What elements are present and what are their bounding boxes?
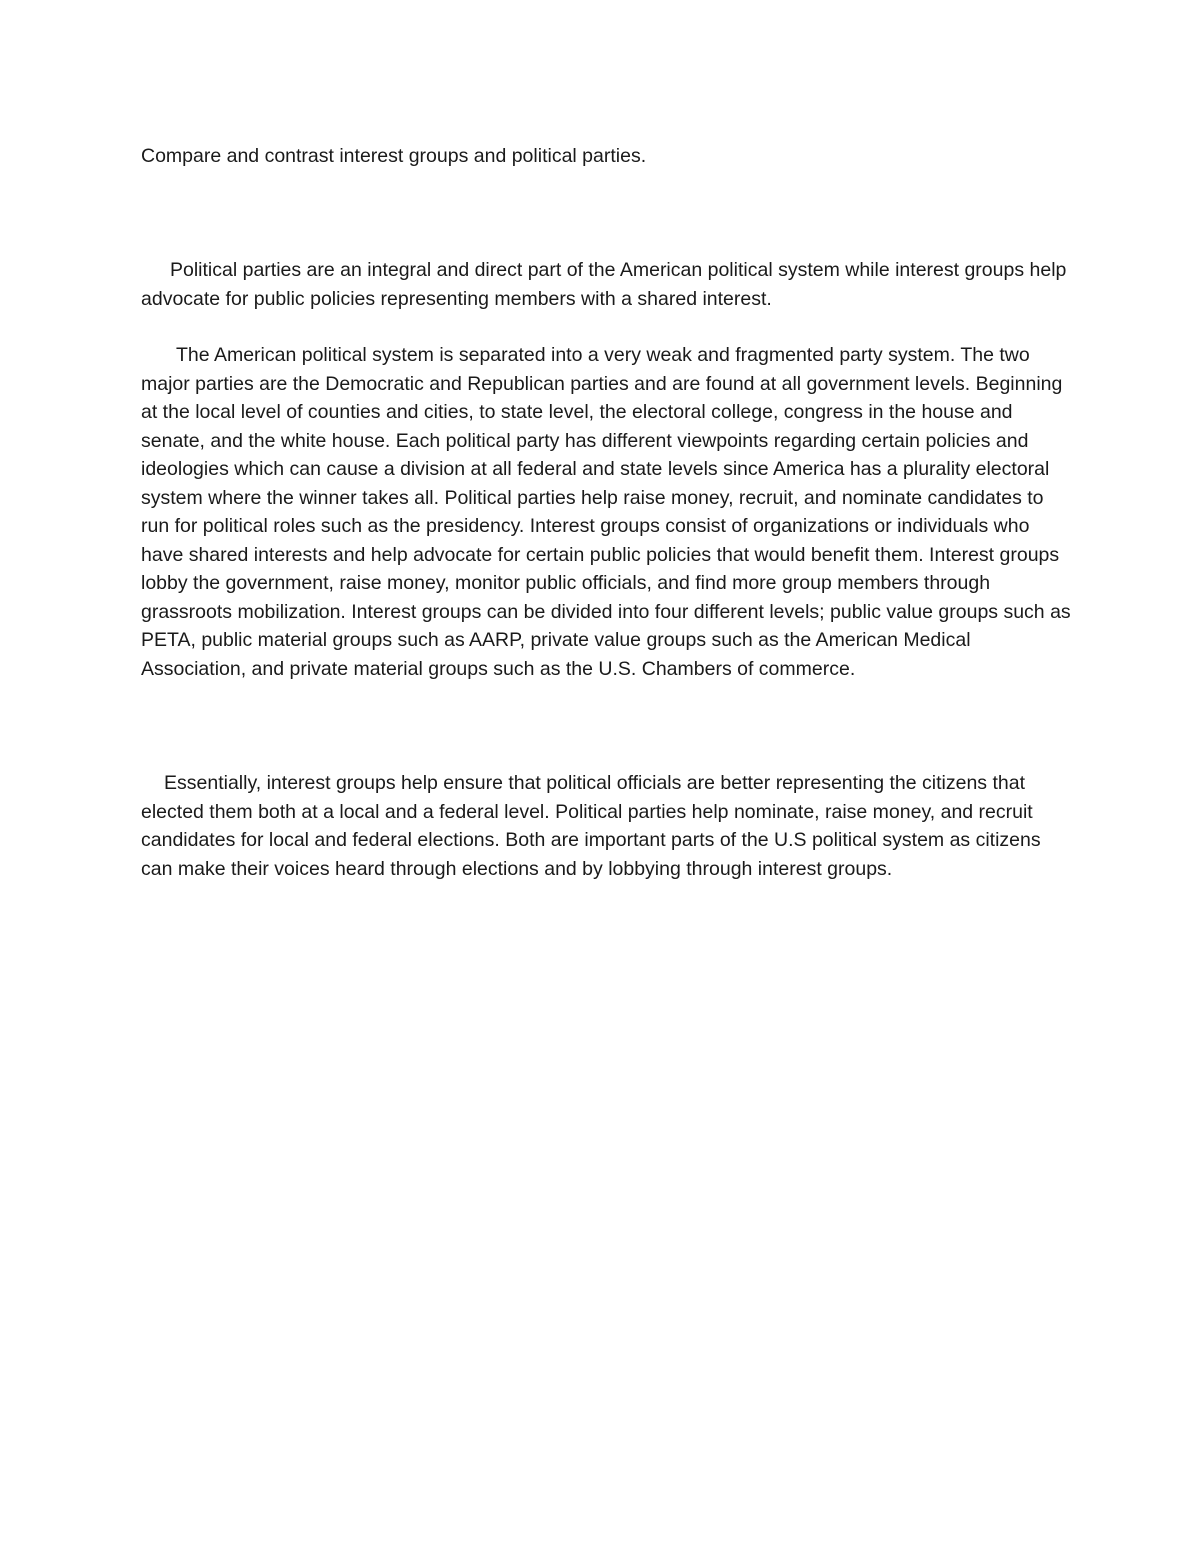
paragraph-intro <box>141 256 1071 313</box>
paragraph-body-text: The American political system is separated into a very weak and fragmented party system. The two major parties are the Democratic and Republican parties and are found at all government levels. Beginning at the local level of counties and cities, to state level, the electoral college, congress in the house and senate, and the white house. Each political party has different viewpoints regarding certain policies and ideologies which can cause a division at all federal and state levels since America has a plurality electoral system where the winner takes all. Political parties help raise money, recruit, and nominate candidates to run for political roles such as the presidency. Interest groups consist of organizations or individuals who have shared interests and help advocate for certain public policies that would benefit them. Interest groups lobby the government, raise money, monitor public officials, and find more group members through grassroots mobilization. Interest groups can be divided into four different levels; public value groups such as PETA, public material groups such as AARP, private value groups such as the American Medical Association, and private material groups such as the U.S. Chambers of commerce. <box>141 344 1071 680</box>
paragraph-conclusion <box>141 769 1071 883</box>
essay-prompt: Compare and contrast interest groups and political parties. <box>141 145 647 167</box>
paragraph-intro-text: Political parties are an integral and direct part of the American political system while interest groups help advocate for public policies representing members with a shared interest. <box>141 259 1067 310</box>
paragraph-body <box>141 341 1071 683</box>
paragraph-conclusion-text: Essentially, interest groups help ensure that political officials are better representing the citizens that elected them both at a local and a federal level. Political parties help nominate, raise money, and recruit candidates for local and federal elections. Both are important parts of the U.S political system as citizens can make their voices heard through elections and by lobbying through interest groups. <box>141 772 1041 880</box>
